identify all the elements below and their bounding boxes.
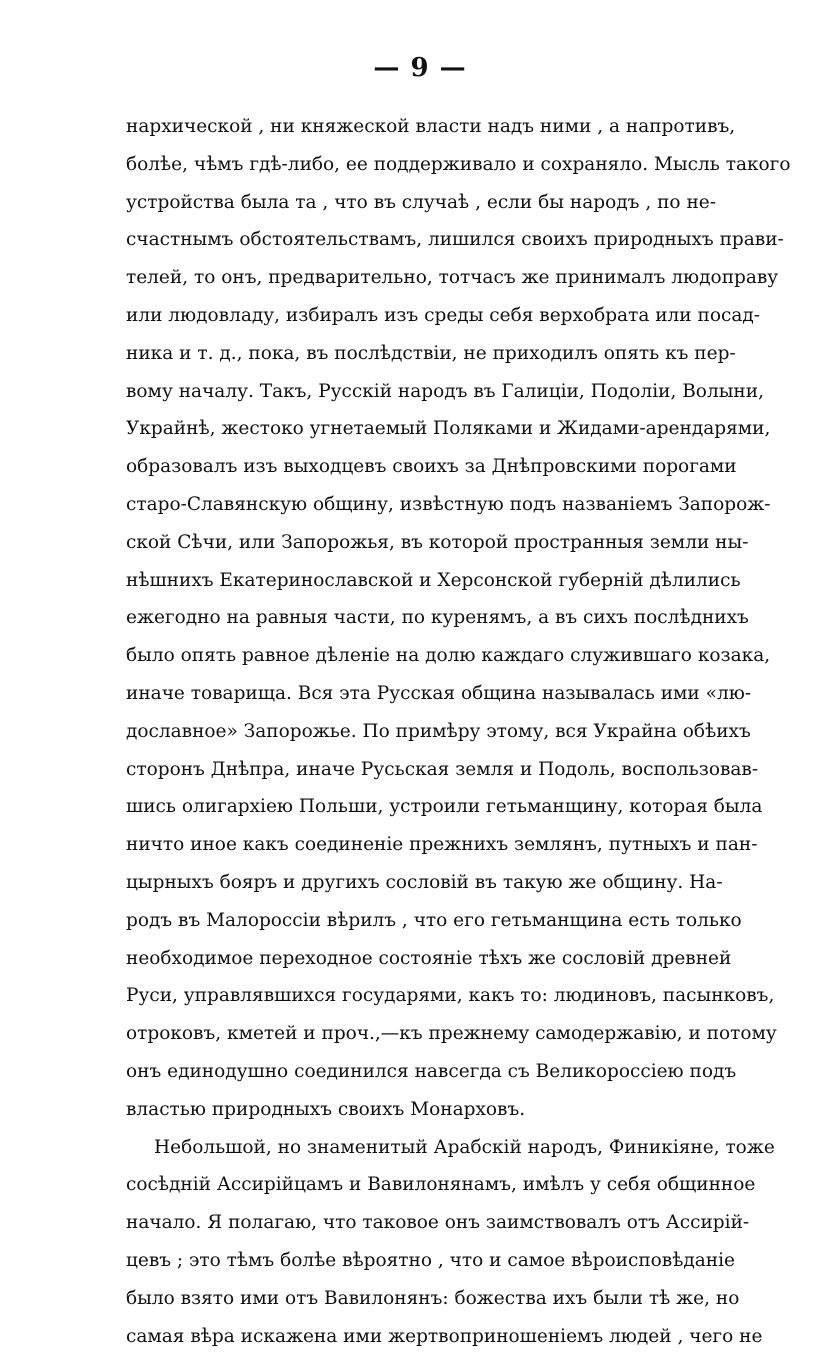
text-line: властью природныхъ своихъ Монарховъ. xyxy=(126,1091,716,1129)
text-line: было взято ими отъ Вавилонянъ: божества ихъ были тѣ же, но xyxy=(126,1280,716,1318)
text-line: шись олигархіею Польши, устроили гетьманщину, которая была xyxy=(126,788,716,826)
text-line: Украйнѣ, жестоко угнетаемый Поляками и Жидами-арендарями, xyxy=(126,410,716,448)
text-line: цевъ ; это тѣмъ болѣе вѣроятно , что и самое вѣроисповѣданіе xyxy=(126,1242,716,1280)
text-line: цырныхъ бояръ и другихъ сословій въ такую же общину. На- xyxy=(126,864,716,902)
text-line: старо-Славянскую общину, извѣстную подъ названіемъ Запорож- xyxy=(126,486,716,524)
text-line: необходимое переходное состояніе тѣхъ же сословій древней xyxy=(126,940,716,978)
text-line: сосѣдній Ассирійцамъ и Вавилонянамъ, имѣлъ у себя общинное xyxy=(126,1166,716,1204)
text-line: Руси, управлявшихся государями, какъ то: людиновъ, пасынковъ, xyxy=(126,977,716,1015)
text-line: телей, то онъ, предварительно, тотчасъ же принималъ людоправу xyxy=(126,259,716,297)
text-line: счастнымъ обстоятельствамъ, лишился своихъ природныхъ прави- xyxy=(126,221,716,259)
text-line: ежегодно на равныя части, по куренямъ, а въ сихъ послѣднихъ xyxy=(126,599,716,637)
text-line: онъ единодушно соединился навсегда съ Великороссіею подъ xyxy=(126,1053,716,1091)
text-line: начало. Я полагаю, что таковое онъ заимствовалъ отъ Ассирій- xyxy=(126,1204,716,1242)
text-line: нархической , ни княжеской власти надъ ними , а напротивъ, xyxy=(126,108,716,146)
text-line: ничто иное какъ соединеніе прежнихъ землянъ, путныхъ и пан- xyxy=(126,826,716,864)
text-line: или людовладу, избиралъ изъ среды себя верхобрата или посад- xyxy=(126,297,716,335)
text-line: было опять равное дѣленіе на долю каждаго служившаго козака, xyxy=(126,637,716,675)
text-line: ской Сѣчи, или Запорожья, въ которой пространныя земли ны- xyxy=(126,524,716,562)
text-line: самая вѣра искажена ими жертвоприношеніемъ людей , чего не xyxy=(126,1318,716,1355)
text-line: вому началу. Такъ, Русскій народъ въ Галиціи, Подоліи, Волыни, xyxy=(126,373,716,411)
text-line: устройства была та , что въ случаѣ , если бы народъ , по не- xyxy=(126,184,716,222)
text-line: Небольшой, но знаменитый Арабскій народъ, Финикіяне, тоже xyxy=(126,1129,716,1167)
body-text xyxy=(126,108,716,1355)
text-line: образовалъ изъ выходцевъ своихъ за Днѣпровскими порогами xyxy=(126,448,716,486)
text-line: сторонъ Днѣпра, иначе Русьская земля и Подоль, воспользовав- xyxy=(126,751,716,789)
text-line: болѣе, чѣмъ гдѣ-либо, ее поддерживало и сохраняло. Мысль такого xyxy=(126,146,716,184)
text-line: дославное» Запорожье. По примѣру этому, вся Украйна обѣихъ xyxy=(126,713,716,751)
text-line: иначе товарища. Вся эта Русская община называлась ими «лю- xyxy=(126,675,716,713)
text-line: ника и т. д., пока, въ послѣдствіи, не приходилъ опять къ пер- xyxy=(126,335,716,373)
text-line: родъ въ Малороссіи вѣрилъ , что его гетьманщина есть только xyxy=(126,902,716,940)
text-line: нѣшнихъ Екатеринославской и Херсонской губерній дѣлились xyxy=(126,562,716,600)
text-line: отроковъ, кметей и проч.,—къ прежнему самодержавію, и потому xyxy=(126,1015,716,1053)
page-number: — 9 — xyxy=(0,50,840,86)
